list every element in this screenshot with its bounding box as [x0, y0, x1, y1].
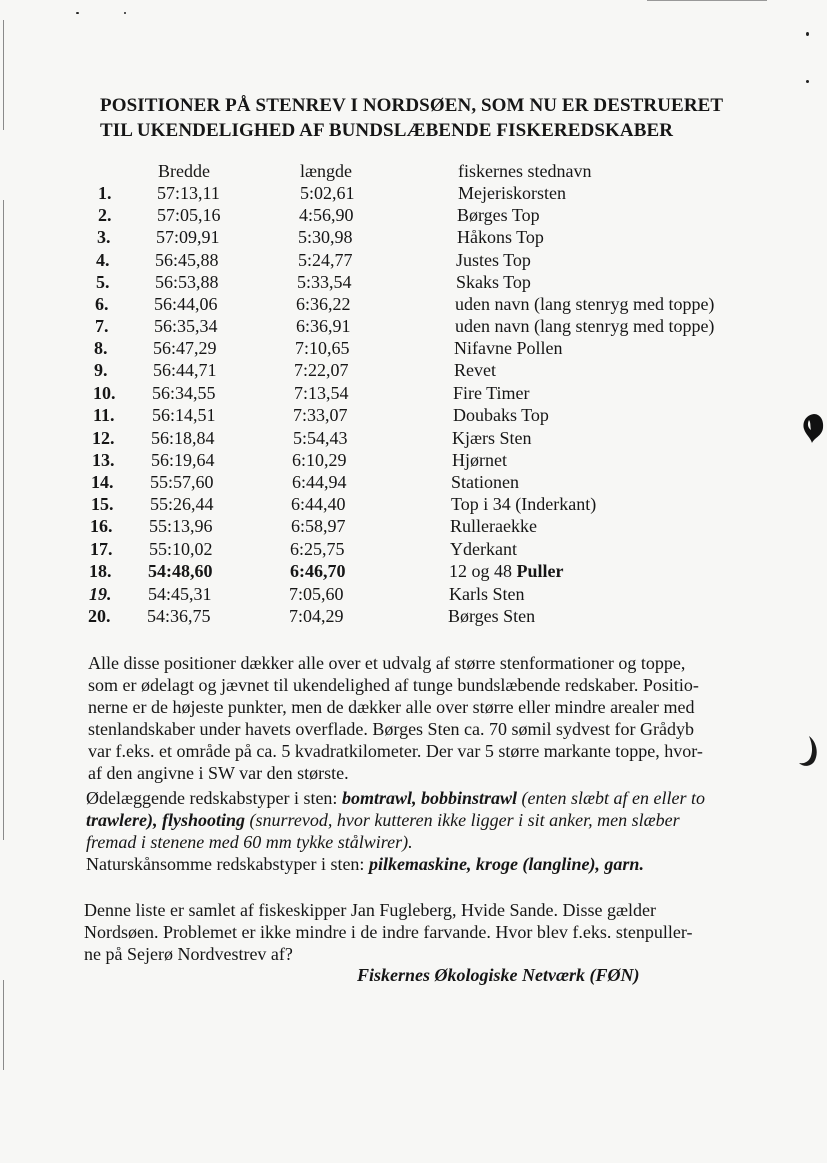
longitude-cell: 4:56,90 [299, 205, 354, 225]
destructive-gear-line-3: fremad i stenene med 60 mm tykke stålwirer). [86, 832, 413, 852]
paragraph-line: ne på Sejerø Nordvestrev af? [84, 944, 293, 964]
place-name-cell: Nifavne Pollen [454, 338, 563, 358]
row-number: 2. [98, 205, 112, 225]
description-paragraph [88, 652, 788, 784]
latitude-cell: 56:14,51 [152, 405, 216, 425]
place-name-cell: Yderkant [450, 539, 517, 559]
table-row [0, 538, 827, 560]
place-name-text: 12 og 48 [449, 561, 517, 581]
longitude-cell: 7:04,29 [289, 606, 344, 626]
longitude-cell: 6:44,94 [292, 472, 347, 492]
row-number: 16. [90, 516, 113, 536]
gentle-gear-prefix: Naturskånsomme redskabstyper i sten: [86, 854, 369, 874]
paragraph-line: af den angivne i SW var den største. [88, 763, 349, 783]
scan-speck [124, 12, 126, 14]
longitude-cell: 5:02,61 [300, 183, 355, 203]
table-row [0, 204, 827, 226]
row-number: 18. [89, 561, 112, 581]
place-name-cell: uden navn (lang stenryg med toppe) [455, 294, 715, 314]
latitude-cell: 56:44,71 [153, 360, 217, 380]
place-name-cell: Doubaks Top [453, 405, 549, 425]
place-name-cell: Top i 34 (Inderkant) [451, 494, 597, 514]
gear-types-paragraph [86, 787, 786, 875]
row-number: 11. [93, 405, 115, 425]
row-number: 8. [94, 338, 108, 358]
title-line: POSITIONER PÅ STENREV I NORDSØEN, SOM NU ER DESTRUERET [100, 95, 724, 116]
place-name-cell: Fire Timer [453, 383, 530, 403]
place-name-cell: Skaks Top [456, 272, 531, 292]
table-row [0, 449, 827, 471]
paragraph-line: Alle disse positioner dækker alle over et udvalg af større stenformationer og toppe, [88, 653, 686, 673]
latitude-cell: 54:45,31 [148, 584, 212, 604]
table-row [0, 337, 827, 359]
row-number: 1. [98, 183, 112, 203]
table-row [0, 404, 827, 426]
row-number: 15. [91, 494, 114, 514]
paragraph-line: Denne liste er samlet af fiskeskipper Jan Fugleberg, Hvide Sande. Disse gælder [84, 900, 657, 920]
latitude-cell: 56:44,06 [154, 294, 218, 314]
place-name-cell: Rulleraekke [450, 516, 537, 536]
row-number: 4. [96, 250, 110, 270]
row-number: 20. [88, 606, 111, 626]
paragraph-line: stenlandskaber under havets overflade. Børges Sten ca. 70 sømil sydvest for Grådyb [88, 719, 695, 739]
latitude-cell: 55:10,02 [149, 539, 213, 559]
scan-edge-line-bottom [3, 980, 4, 1070]
paragraph-line: som er ødelagt og jævnet til ukendelighed af tunge bundslæbende redskaber. Positio- [88, 675, 699, 695]
latitude-cell: 54:48,60 [148, 561, 213, 581]
scan-speck [806, 80, 809, 83]
destructive-gear-rest: (enten slæbt af en eller to [516, 788, 705, 808]
longitude-cell: 7:13,54 [294, 383, 349, 403]
table-row [0, 583, 827, 605]
destructive-gear-line [86, 787, 786, 809]
place-name-cell: Revet [454, 360, 496, 380]
place-name-cell: Mejeriskorsten [458, 183, 566, 203]
destructive-gear-trawlere: trawlere), [86, 810, 158, 830]
longitude-cell: 7:05,60 [289, 584, 344, 604]
row-number: 17. [90, 539, 113, 559]
latitude-cell: 57:13,11 [157, 183, 220, 203]
scan-top-line [647, 0, 767, 1]
table-row [0, 515, 827, 537]
title-line: TIL UKENDELIGHED AF BUNDSLÆBENDE FISKEREDSKABER [100, 120, 674, 141]
paragraph-line: Nordsøen. Problemet er ikke mindre i de indre farvande. Hvor blev f.eks. stenpuller- [84, 922, 693, 942]
table-row [0, 382, 827, 404]
header-stednavn: fiskernes stednavn [458, 161, 592, 181]
longitude-cell: 5:30,98 [298, 227, 353, 247]
longitude-cell: 6:44,40 [291, 494, 346, 514]
latitude-cell: 56:19,64 [151, 450, 215, 470]
latitude-cell: 54:36,75 [147, 606, 211, 626]
table-row [0, 315, 827, 337]
gentle-gear-line [86, 853, 786, 875]
place-name-cell: Børges Top [457, 205, 540, 225]
latitude-cell: 57:05,16 [157, 205, 221, 225]
longitude-cell: 6:36,91 [296, 316, 351, 336]
longitude-cell: 7:10,65 [295, 338, 350, 358]
row-number: 14. [91, 472, 114, 492]
place-name-cell [449, 560, 564, 582]
header-laengde: længde [300, 161, 352, 181]
latitude-cell: 56:45,88 [155, 250, 219, 270]
hole-punch-mark-bottom [797, 734, 821, 770]
table-row [0, 560, 827, 582]
latitude-cell: 56:34,55 [152, 383, 216, 403]
table-row [0, 249, 827, 271]
latitude-cell: 55:13,96 [149, 516, 213, 536]
longitude-cell: 7:22,07 [294, 360, 349, 380]
table-row [0, 182, 827, 204]
destructive-gear-flyshooting: flyshooting [157, 810, 246, 830]
table-row [0, 293, 827, 315]
latitude-cell: 56:18,84 [151, 428, 215, 448]
place-name-cell: Stationen [451, 472, 519, 492]
table-row [0, 359, 827, 381]
longitude-cell: 6:10,29 [292, 450, 347, 470]
row-number: 19. [89, 584, 112, 604]
latitude-cell: 56:53,88 [155, 272, 219, 292]
gentle-gear-bold: pilkemaskine, kroge (langline), garn. [368, 854, 644, 874]
row-number: 9. [94, 360, 108, 380]
place-name-bold-text: Puller [516, 561, 564, 581]
longitude-cell: 7:33,07 [293, 405, 348, 425]
latitude-cell: 56:35,34 [154, 316, 218, 336]
scan-speck [806, 32, 809, 36]
longitude-cell: 5:33,54 [297, 272, 352, 292]
latitude-cell: 55:26,44 [150, 494, 214, 514]
paragraph-line: nerne er de højeste punkter, men de dækker alle over større eller mindre arealer med [88, 697, 695, 717]
place-name-cell: Justes Top [456, 250, 531, 270]
table-row [0, 427, 827, 449]
scan-edge-line-top [3, 20, 4, 130]
place-name-cell: Kjærs Sten [452, 428, 532, 448]
longitude-cell: 6:36,22 [296, 294, 351, 314]
latitude-cell: 56:47,29 [153, 338, 217, 358]
scan-speck [76, 12, 79, 14]
longitude-cell: 6:46,70 [290, 561, 346, 581]
place-name-cell: uden navn (lang stenryg med toppe) [455, 316, 715, 336]
destructive-gear-prefix: Ødelæggende redskabstyper i sten: [86, 788, 342, 808]
destructive-gear-line-2 [86, 809, 786, 831]
row-number: 7. [95, 316, 109, 336]
place-name-cell: Børges Sten [448, 606, 536, 626]
table-row [0, 226, 827, 248]
place-name-cell: Hjørnet [452, 450, 507, 470]
longitude-cell: 5:24,77 [298, 250, 353, 270]
source-paragraph [84, 899, 784, 965]
latitude-cell: 55:57,60 [150, 472, 214, 492]
table-row [0, 271, 827, 293]
latitude-cell: 57:09,91 [156, 227, 220, 247]
table-row [0, 493, 827, 515]
place-name-cell: Karls Sten [449, 584, 525, 604]
destructive-gear-explanation: (snurrevod, hvor kutteren ikke ligger i sit anker, men slæber [245, 810, 680, 830]
destructive-gear-bold: bomtrawl, bobbinstrawl [341, 788, 517, 808]
row-number: 12. [92, 428, 115, 448]
row-number: 13. [92, 450, 115, 470]
place-name-cell: Håkons Top [457, 227, 544, 247]
row-number: 10. [93, 383, 116, 403]
table-row [0, 605, 827, 627]
longitude-cell: 6:25,75 [290, 539, 345, 559]
signature: Fiskernes Økologiske Netværk (FØN) [357, 965, 640, 985]
longitude-cell: 6:58,97 [291, 516, 346, 536]
document-title [100, 93, 800, 143]
longitude-cell: 5:54,43 [293, 428, 348, 448]
header-bredde: Bredde [158, 161, 210, 181]
paragraph-line: var f.eks. et område på ca. 5 kvadratkilometer. Der var 5 større markante toppe, hvor- [88, 741, 703, 761]
table-row [0, 471, 827, 493]
row-number: 5. [96, 272, 110, 292]
row-number: 6. [95, 294, 109, 314]
row-number: 3. [97, 227, 111, 247]
